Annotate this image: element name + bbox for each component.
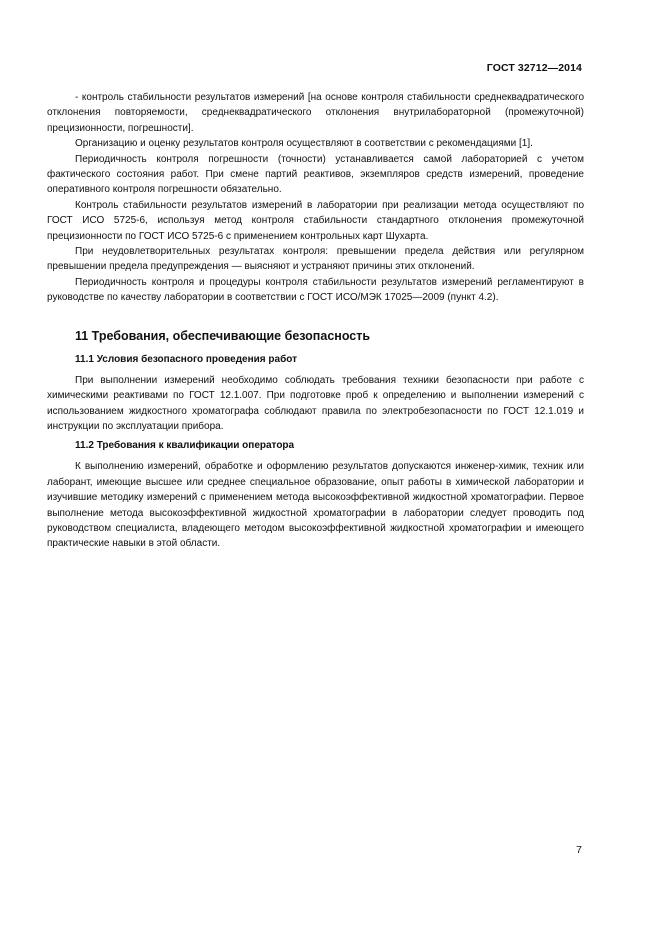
paragraph-control-list-item: - контроль стабильности результатов измерений [на основе контроля стабильности среднеквадратического отклонения повторяемости, среднеквадратического отклонения внутрилабораторной (промежуточной) прецизионности, погрешности]. <box>47 92 584 134</box>
section-11-title: 11 Требования, обеспечивающие безопасность <box>75 328 371 343</box>
paragraph-stability-control: Контроль стабильности результатов измерений в лаборатории при реализации метода осуществляют по ГОСТ ИСО 5725-6, используя метод контроля стабильности стандартного отклонения промежуточной прецизионности по ГОСТ ИСО 5725-6 с применением контрольных карт Шухарта. <box>47 199 584 242</box>
subsection-11-1-text: При выполнении измерений необходимо соблюдать требования техники безопасности при работе с химическими реактивами по ГОСТ 12.1.007. При подготовке проб к определению и выполнении измерений с использованием жидкостного хроматографа соблюдают правила по электробезопасности по ГОСТ 12.1.019 и инструкции по эксплуатации прибора. <box>47 374 584 432</box>
paragraph-control-procedures: Периодичность контроля и процедуры контроля стабильности результатов измерений регламентируют в руководстве по качеству лаборатории в соответствии с ГОСТ ИСО/МЭК 17025—2009 (пункт 4.2). <box>47 276 584 304</box>
paragraph-control-periodicity: Периодичность контроля погрешности (точности) устанавливается самой лабораторией с учетом фактического состояния работ. При смене партий реактивов, экземпляров средств измерений, проведение оперативного контроля погрешности обязательно. <box>47 153 584 196</box>
subsection-11-2-text: К выполнению измерений, обработке и оформлению результатов допускаются инженер-химик, техник или лаборант, имеющие высшее или среднее специальное образование, опыт работы в химической лаборатории и изучившие методику измерений с применением метода высокоэффективной жидкостной хроматографии. Первое выполнение метода высокоэффективной жидкостной хроматографии в лаборатории следует проводить под руководством специалиста, владеющего методом высокоэффективной жидкостной хроматографии и имеющего практические навыки в этой области. <box>47 461 584 550</box>
subsection-11-1-title: 11.1 Условия безопасного проведения работ <box>75 353 298 365</box>
subsection-11-2-title: 11.2 Требования к квалификации оператора <box>75 440 295 452</box>
page-number: 7 <box>576 844 582 856</box>
paragraph-unsatisfactory-results: При неудовлетворительных результатах контроля: превышении предела действия или регулярном превышении предела предупреждения — выясняют и устраняют причины этих отклонений. <box>47 246 584 273</box>
page-body <box>47 90 584 552</box>
paragraph-control-organization: Организацию и оценку результатов контроля осуществляют в соответствии с рекомендациями [1]. <box>75 138 533 150</box>
standard-id-header: ГОСТ 32712—2014 <box>486 62 582 74</box>
